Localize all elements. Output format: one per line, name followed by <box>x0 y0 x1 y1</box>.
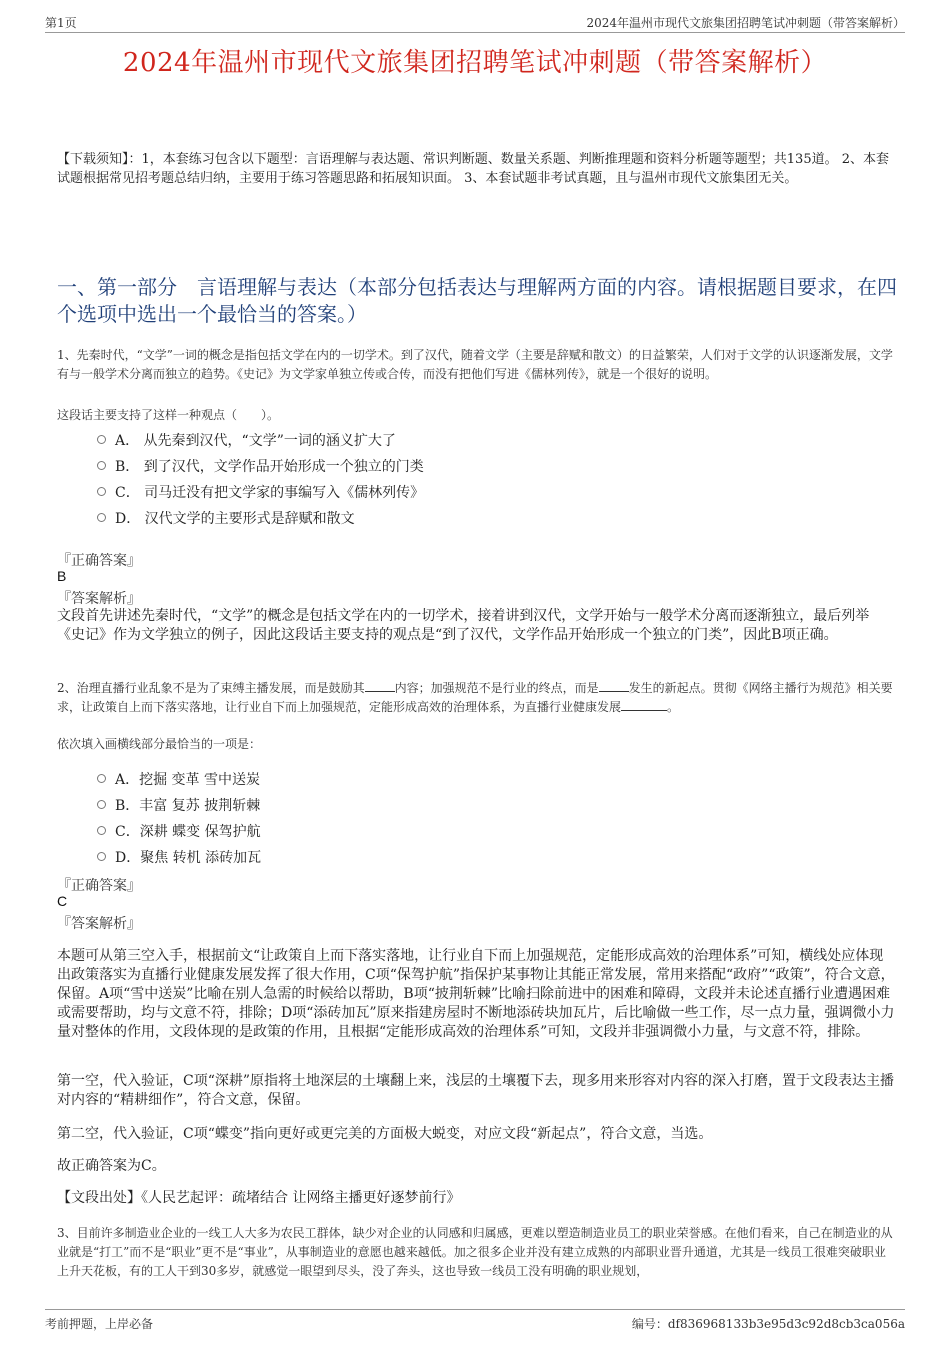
footer-doc-id: 编号：df836968133b3e95d3c92d8cb3ca056a <box>631 1317 905 1331</box>
q1-option-a[interactable]: A． 从先秦到汉代，“文学”一词的涵义扩大了 <box>97 430 396 450</box>
question-3-stem: 3、目前许多制造业企业的一线工人大多为农民工群体，缺少对企业的认同感和归属感，更难以塑造制造业员工的职业荣誉感。在他们看来，自己在制造业的从业就是“打工”而不是“职业”更不是“事业”，从事制造业的意愿也越来越低。加之很多企业并没有建立成熟的内部职业晋升通道，尤其是一线员工很难突破职业上升天花板，有的工人干到30多岁，就感觉一眼望到尽头，没了奔头，这也导致一线员工没有明确的职业规划， <box>57 1226 893 1278</box>
fill-blank-2 <box>599 679 629 692</box>
radio-icon[interactable] <box>97 852 106 861</box>
page-footer <box>45 1309 905 1332</box>
radio-icon[interactable] <box>97 826 106 835</box>
q2-option-d[interactable]: D．聚焦 转机 添砖加瓦 <box>97 847 261 867</box>
download-notice: 【下载须知】：1，本套练习包含以下题型：言语理解与表达题、常识判断题、数量关系题、判断推理题和资料分析题等题型；共135道。 2、本套试题根据常见招考题总结归纳，主要用于练习答题思路和拓展知识面。 3、本套试题非考试真题，且与温州市现代文旅集团无关。 <box>57 152 889 186</box>
question-2-prompt: 依次填入画横线部分最恰当的一项是： <box>57 737 262 751</box>
q1-answer: B <box>57 568 67 584</box>
q1-option-d[interactable]: D． 汉代文学的主要形式是辞赋和散文 <box>97 508 355 528</box>
q2-option-a[interactable]: A．挖掘 变革 雪中送炭 <box>97 769 260 789</box>
radio-icon[interactable] <box>97 461 106 470</box>
q2-analysis-paragraph-2: 第一空，代入验证，C项“深耕”原指将土地深层的土壤翻上来，浅层的土壤覆下去，现多用来形容对内容的深入打磨，置于文段表达主播对内容的“精耕细作”，符合文意，保留。 <box>57 1073 895 1108</box>
page-number: 第1页 <box>45 16 77 30</box>
q2-analysis-label: 『答案解析』 <box>57 916 141 932</box>
header-doc-title: 2024年温州市现代文旅集团招聘笔试冲刺题（带答案解析） <box>586 16 905 30</box>
radio-icon[interactable] <box>97 487 106 496</box>
section-heading: 一、第一部分 言语理解与表达（本部分包括表达与理解两方面的内容。请根据题目要求，在四个选项中选出一个最恰当的答案。） <box>57 275 897 326</box>
radio-icon[interactable] <box>97 774 106 783</box>
radio-icon[interactable] <box>97 513 106 522</box>
q1-option-b[interactable]: B． 到了汉代，文学作品开始形成一个独立的门类 <box>97 456 424 476</box>
fill-blank-1 <box>365 679 395 692</box>
q2-option-c[interactable]: C．深耕 蝶变 保驾护航 <box>97 821 261 841</box>
q1-option-c[interactable]: C． 司马迁没有把文学家的事编写入《儒林列传》 <box>97 482 424 502</box>
q2-option-b[interactable]: B．丰富 复苏 披荆斩棘 <box>97 795 260 815</box>
page-header <box>45 12 905 33</box>
q2-answer: C <box>57 893 68 909</box>
q2-answer-label: 『正确答案』 <box>57 878 141 894</box>
q2-source: 【文段出处】《人民艺起评：疏堵结合 让网络主播更好逐梦前行》 <box>57 1190 461 1206</box>
q2-analysis-paragraph-1: 本题可从第三空入手，根据前文“让政策自上而下落实落地，让行业自下而上加强规范，定能形成高效的治理体系”可知，横线处应体现出政策落实为直播行业健康发展发挥了很大作用，C项“保驾护航”指保护某事物让其能正常发展，常用来搭配“政府”“政策”，符合文意，保留。A项“雪中送炭”比喻在别人急需的时候给以帮助，B项“披荆斩棘”比喻扫除前进中的困难和障碍，文段并未论述直播行业遭遇困难或需要帮助，均与文意不符，排除；D项“添砖加瓦”原来指建房屋时不断地添砖块加瓦片，后比喻做一些工作，尽一点力量，强调微小力量对整体的作用，文段体现的是政策的作用，且根据“定能形成高效的治理体系”可知，文段并非强调微小力量，与文意不符，排除。 <box>57 948 895 1040</box>
document-title: 2024年温州市现代文旅集团招聘笔试冲刺题（带答案解析） <box>122 48 828 78</box>
question-2-stem: 2、治理直播行业乱象不是为了束缚主播发展，而是鼓励其 内容；加强规范不是行业的终点，而是 发生的新起点。贯彻《网络主播行为规范》相关要求，让政策自上而下落实落地，让行业自下而上加强规范，定能形成高效的治理体系，为直播行业健康发展 。 <box>57 681 893 714</box>
radio-icon[interactable] <box>97 435 106 444</box>
q1-analysis: 文段首先讲述先秦时代，“文学”的概念是包括文学在内的一切学术，接着讲到汉代，文学开始与一般学术分离而逐渐独立，最后列举《史记》作为文学独立的例子，因此这段话主要支持的观点是“到了汉代，文学作品开始形成一个独立的门类”，因此B项正确。 <box>57 608 870 643</box>
q2-analysis-paragraph-4: 故正确答案为C。 <box>57 1158 166 1174</box>
radio-icon[interactable] <box>97 800 106 809</box>
q1-analysis-label: 『答案解析』 <box>57 591 141 607</box>
question-1-prompt: 这段话主要支持了这样一种观点（ ）。 <box>57 408 280 422</box>
question-1-stem: 1、先秦时代，“文学”一词的概念是指包括文学在内的一切学术。到了汉代，随着文学（主要是辞赋和散文）的日益繁荣，人们对于文学的认识逐渐发展，文学有与一般学术分离而独立的趋势。《史记》为文学家单独立传或合传，而没有把他们写进《儒林列传》，就是一个很好的说明。 <box>57 348 893 381</box>
fill-blank-3 <box>621 698 667 711</box>
q2-analysis-paragraph-3: 第二空，代入验证，C项“蝶变”指向更好或更完美的方面极大蜕变，对应文段“新起点”，符合文意，当选。 <box>57 1126 713 1142</box>
footer-slogan: 考前押题，上岸必备 <box>45 1317 154 1331</box>
q1-answer-label: 『正确答案』 <box>57 553 141 569</box>
